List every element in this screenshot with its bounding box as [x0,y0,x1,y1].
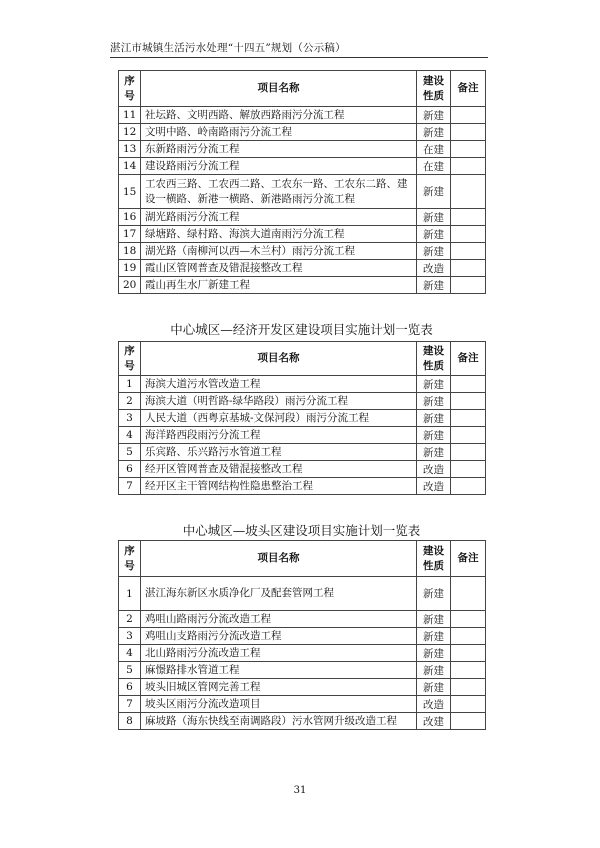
table-row [119,696,486,713]
row-type: 新建 [417,376,451,393]
row-type: 新建 [417,243,451,260]
table-row [119,662,486,679]
row-index: 7 [119,478,141,495]
row-index: 1 [119,577,141,611]
row-note [451,461,486,478]
table-header-row [119,71,486,107]
row-index: 6 [119,679,141,696]
row-index: 2 [119,393,141,410]
col-header-type: 建设性质 [417,541,451,577]
row-type: 新建 [417,427,451,444]
row-note [451,107,486,124]
row-index: 19 [119,260,141,277]
row-type: 新建 [417,679,451,696]
row-project-name: 绿塘路、绿村路、海滨大道南雨污分流工程 [141,226,417,243]
table-row [119,713,486,730]
row-note [451,444,486,461]
row-project-name: 鸡咀山路雨污分流改造工程 [141,611,417,628]
row-project-name: 文明中路、岭南路雨污分流工程 [141,124,417,141]
page-number: 31 [293,785,307,796]
table-row [119,645,486,662]
row-type: 改造 [417,696,451,713]
row-index: 3 [119,410,141,427]
table-row [119,393,486,410]
row-type: 改建 [417,713,451,730]
row-note [451,628,486,645]
row-type: 新建 [417,410,451,427]
row-index: 20 [119,277,141,294]
row-project-name: 麻坡路（海东快线至南调路段）污水管网升级改造工程 [141,713,417,730]
table-row [119,376,486,393]
table-header-row [119,342,486,376]
table-row [119,611,486,628]
row-project-name: 湖光路雨污分流工程 [141,209,417,226]
col-header-name: 项目名称 [141,71,417,107]
row-project-name: 湖光路（南柳河以西—木兰村）雨污分流工程 [141,243,417,260]
row-type: 新建 [417,209,451,226]
row-type: 新建 [417,277,451,294]
row-type: 新建 [417,107,451,124]
row-note [451,209,486,226]
row-index: 11 [119,107,141,124]
row-project-name: 经开区主干管网结构性隐患整治工程 [141,478,417,495]
row-type: 新建 [417,444,451,461]
row-note [451,478,486,495]
row-type: 新建 [417,645,451,662]
col-header-index: 序号 [119,342,141,376]
row-project-name: 东新路雨污分流工程 [141,141,417,158]
row-index: 6 [119,461,141,478]
table-row [119,175,486,209]
row-type: 改造 [417,478,451,495]
row-index: 8 [119,713,141,730]
table-row [119,478,486,495]
project-table-2 [118,341,486,495]
col-header-note: 备注 [451,541,486,577]
row-project-name: 社坛路、文明西路、解放西路雨污分流工程 [141,107,417,124]
table-row [119,226,486,243]
row-note [451,611,486,628]
table-row [119,461,486,478]
row-project-name: 工农西三路、工农西二路、工农东一路、工农东二路、建设一横路、新港一横路、新港路雨污分流工程 [141,175,417,209]
row-index: 17 [119,226,141,243]
row-note [451,713,486,730]
row-type: 新建 [417,124,451,141]
row-project-name: 坡头区雨污分流改造项目 [141,696,417,713]
row-type: 新建 [417,662,451,679]
header-rule [110,57,488,58]
row-type: 新建 [417,175,451,209]
row-index: 15 [119,175,141,209]
page-header: 湛江市城镇生活污水处理“十四五”规划（公示稿） [110,42,346,54]
table-row [119,260,486,277]
row-index: 4 [119,645,141,662]
row-index: 4 [119,427,141,444]
row-index: 16 [119,209,141,226]
row-note [451,260,486,277]
col-header-name: 项目名称 [141,541,417,577]
row-project-name: 鸡咀山支路雨污分流改造工程 [141,628,417,645]
row-type: 新建 [417,226,451,243]
col-header-index: 序号 [119,71,141,107]
row-index: 13 [119,141,141,158]
row-index: 3 [119,628,141,645]
row-project-name: 人民大道（西粤京基城-文保河段）雨污分流工程 [141,410,417,427]
row-index: 14 [119,158,141,175]
col-header-note: 备注 [451,342,486,376]
table-title-economic-zone: 中心城区—经济开发区建设项目实施计划一览表 [170,322,433,337]
project-table-3 [118,540,486,730]
row-project-name: 海滨大道（明哲路-绿华路段）雨污分流工程 [141,393,417,410]
row-note [451,662,486,679]
row-project-name: 经开区管网普查及错混接整改工程 [141,461,417,478]
row-note [451,393,486,410]
table-row [119,209,486,226]
row-type: 新建 [417,628,451,645]
row-index: 1 [119,376,141,393]
col-header-name: 项目名称 [141,342,417,376]
table-row [119,410,486,427]
row-note [451,124,486,141]
row-project-name: 麻憬路排水管道工程 [141,662,417,679]
table-title-potou-district: 中心城区—坡头区建设项目实施计划一览表 [182,523,421,538]
table-row [119,444,486,461]
row-note [451,645,486,662]
row-type: 改造 [417,260,451,277]
table-row [119,577,486,611]
table-header-row [119,541,486,577]
row-type: 改造 [417,461,451,478]
row-note [451,243,486,260]
row-project-name: 海滨大道污水管改造工程 [141,376,417,393]
row-note [451,696,486,713]
row-index: 2 [119,611,141,628]
table-row [119,141,486,158]
row-type: 新建 [417,393,451,410]
col-header-type: 建设性质 [417,71,451,107]
row-project-name: 坡头旧城区管网完善工程 [141,679,417,696]
table-row [119,628,486,645]
table-row [119,277,486,294]
row-index: 12 [119,124,141,141]
row-note [451,141,486,158]
row-note [451,577,486,611]
row-type: 在建 [417,141,451,158]
table-row [119,427,486,444]
row-project-name: 湛江海东新区水质净化厂及配套管网工程 [141,577,417,611]
row-project-name: 海洋路西段雨污分流工程 [141,427,417,444]
row-project-name: 建设路雨污分流工程 [141,158,417,175]
row-type: 新建 [417,611,451,628]
row-project-name: 乐宾路、乐兴路污水管道工程 [141,444,417,461]
row-type: 在建 [417,158,451,175]
col-header-index: 序号 [119,541,141,577]
row-index: 7 [119,696,141,713]
row-project-name: 北山路雨污分流改造工程 [141,645,417,662]
table-row [119,158,486,175]
table-row [119,243,486,260]
row-note [451,376,486,393]
project-table-1 [118,70,486,294]
table-row [119,124,486,141]
row-index: 5 [119,444,141,461]
row-index: 18 [119,243,141,260]
row-note [451,427,486,444]
row-note [451,410,486,427]
col-header-note: 备注 [451,71,486,107]
col-header-type: 建设性质 [417,342,451,376]
row-note [451,226,486,243]
row-note [451,679,486,696]
row-note [451,175,486,209]
row-note [451,277,486,294]
table-row [119,107,486,124]
row-index: 5 [119,662,141,679]
table-row [119,679,486,696]
row-type: 新建 [417,577,451,611]
row-project-name: 霞山再生水厂新建工程 [141,277,417,294]
row-note [451,158,486,175]
row-project-name: 霞山区管网普查及错混接整改工程 [141,260,417,277]
